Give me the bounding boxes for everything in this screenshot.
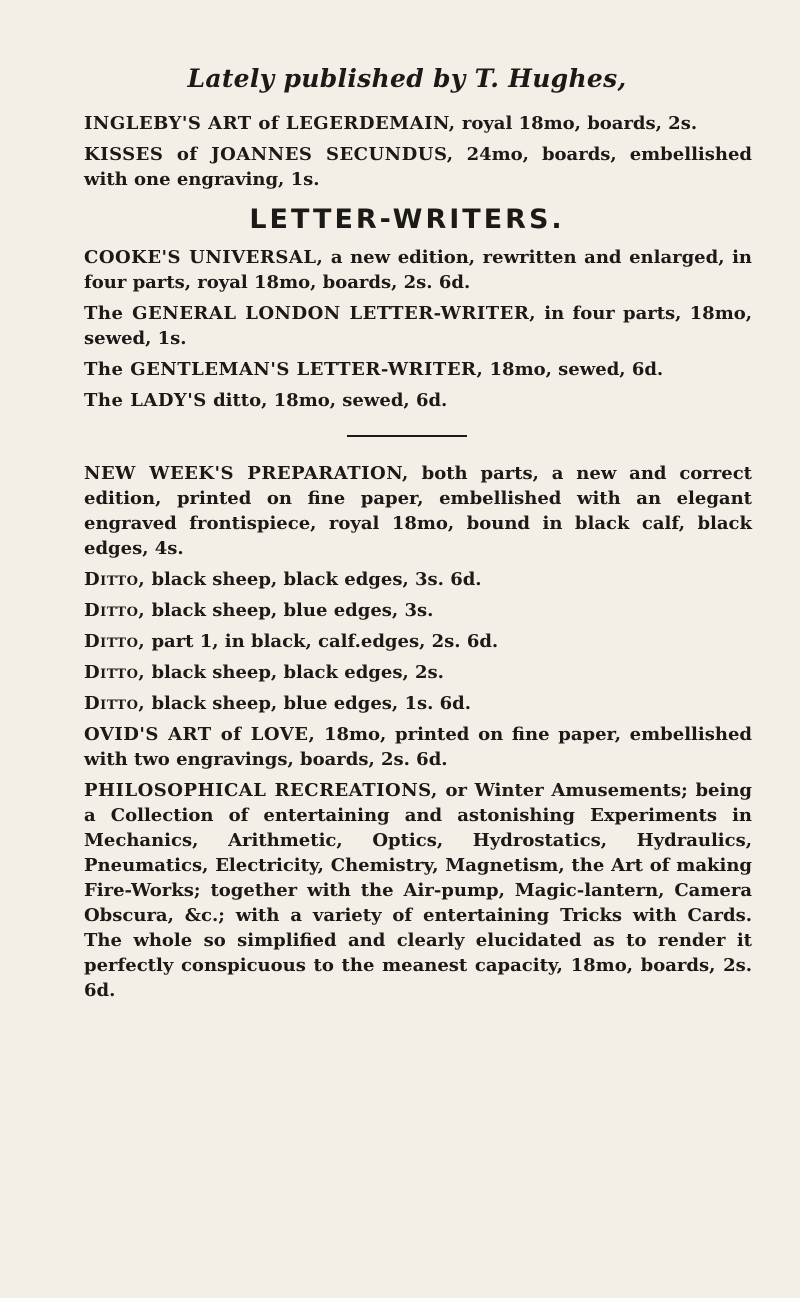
entry-title: The GENERAL LONDON LETTER-WRITER, <box>84 303 537 324</box>
entry-details: in four parts, 18mo, sewed, 1s. <box>84 303 753 349</box>
section-divider <box>347 435 467 437</box>
entry-title: KISSES of JOANNES SECUNDUS, <box>84 144 454 165</box>
ditto-entry <box>84 629 752 654</box>
catalogue-entry-philosophical-recreations <box>62 778 752 1003</box>
section-heading-letter-writers: LETTER-WRITERS. <box>249 204 565 235</box>
entry-details: royal 18mo, boards, 2s. <box>455 113 698 134</box>
ditto-details: black sheep, black edges, 3s. 6d. <box>145 569 482 590</box>
ditto-label: Ditto, <box>84 631 146 652</box>
entry-title: INGLEBY'S ART of LEGERDEMAIN, <box>84 113 456 134</box>
ditto-label: Ditto, <box>84 693 146 714</box>
ditto-entry <box>84 567 752 592</box>
entry-details: ditto, 18mo, sewed, 6d. <box>206 390 448 411</box>
entry-title: PHILOSOPHICAL RECREATIONS, <box>84 780 438 801</box>
ditto-entry <box>84 660 752 685</box>
catalogue-entry-kisses <box>62 142 752 192</box>
entry-details: 18mo, sewed, 6d. <box>483 359 664 380</box>
ditto-label: Ditto, <box>84 600 146 621</box>
entry-details: 18mo, printed on fine paper, embellished with two engravings, boards, 2s. 6d. <box>84 724 752 770</box>
ditto-label: Ditto, <box>84 662 146 683</box>
ditto-entry <box>84 691 752 716</box>
entry-details: both parts, a new and correct edition, printed on fine paper, embellished with an elegant engraved frontispiece, royal 18mo, bound in black calf, black edges, 4s. <box>84 463 752 559</box>
ditto-details: black sheep, black edges, 2s. <box>145 662 444 683</box>
ditto-details: part 1, in black, calf.edges, 2s. 6d. <box>145 631 499 652</box>
catalogue-entry-ingleby <box>62 111 752 136</box>
catalogue-page <box>62 40 752 1009</box>
entry-title: The GENTLEMAN'S LETTER-WRITER, <box>84 359 484 380</box>
entry-details: a new edition, rewritten and enlarged, in four parts, royal 18mo, boards, 2s. 6d. <box>84 247 752 293</box>
catalogue-entry-general-london <box>62 301 752 351</box>
entry-title: NEW WEEK'S PREPARATION, <box>84 463 409 484</box>
entry-title: The LADY'S <box>84 390 207 411</box>
ditto-label: Ditto, <box>84 569 146 590</box>
entry-title: OVID'S ART of LOVE, <box>84 724 316 745</box>
catalogue-entry-lady <box>62 388 752 413</box>
entry-title: COOKE'S UNIVERSAL, <box>84 247 324 268</box>
ditto-entry <box>84 598 752 623</box>
entry-details: 24mo, boards, embellished with one engraving, 1s. <box>84 144 752 190</box>
entry-details: or Winter Amusements; being a Collection of entertaining and astonishing Experiments in Mechanics, Arithmetic, Optics, Hydrostatics, Hydraulics, Pneumatics, Electricity, Chemistry, Magnetism, the Art of making Fire-Works; together with the Air-pump, Magic-lantern, Camera Obscura, &c.; with a variety of entertaining Tricks with Cards. The whole so simplified and clearly elucidated as to render it perfectly conspicuous to the meanest capacity, 18mo, boards, 2s. 6d. <box>84 780 753 1001</box>
catalogue-entry-gentleman <box>62 357 752 382</box>
ditto-details: black sheep, blue edges, 1s. 6d. <box>145 693 472 714</box>
catalogue-entry-ovid <box>62 722 752 772</box>
catalogue-entry-week-preparation <box>62 461 752 561</box>
running-head: Lately published by T. Hughes, <box>187 64 627 93</box>
ditto-details: black sheep, blue edges, 3s. <box>145 600 434 621</box>
catalogue-entry-cooke <box>62 245 752 295</box>
